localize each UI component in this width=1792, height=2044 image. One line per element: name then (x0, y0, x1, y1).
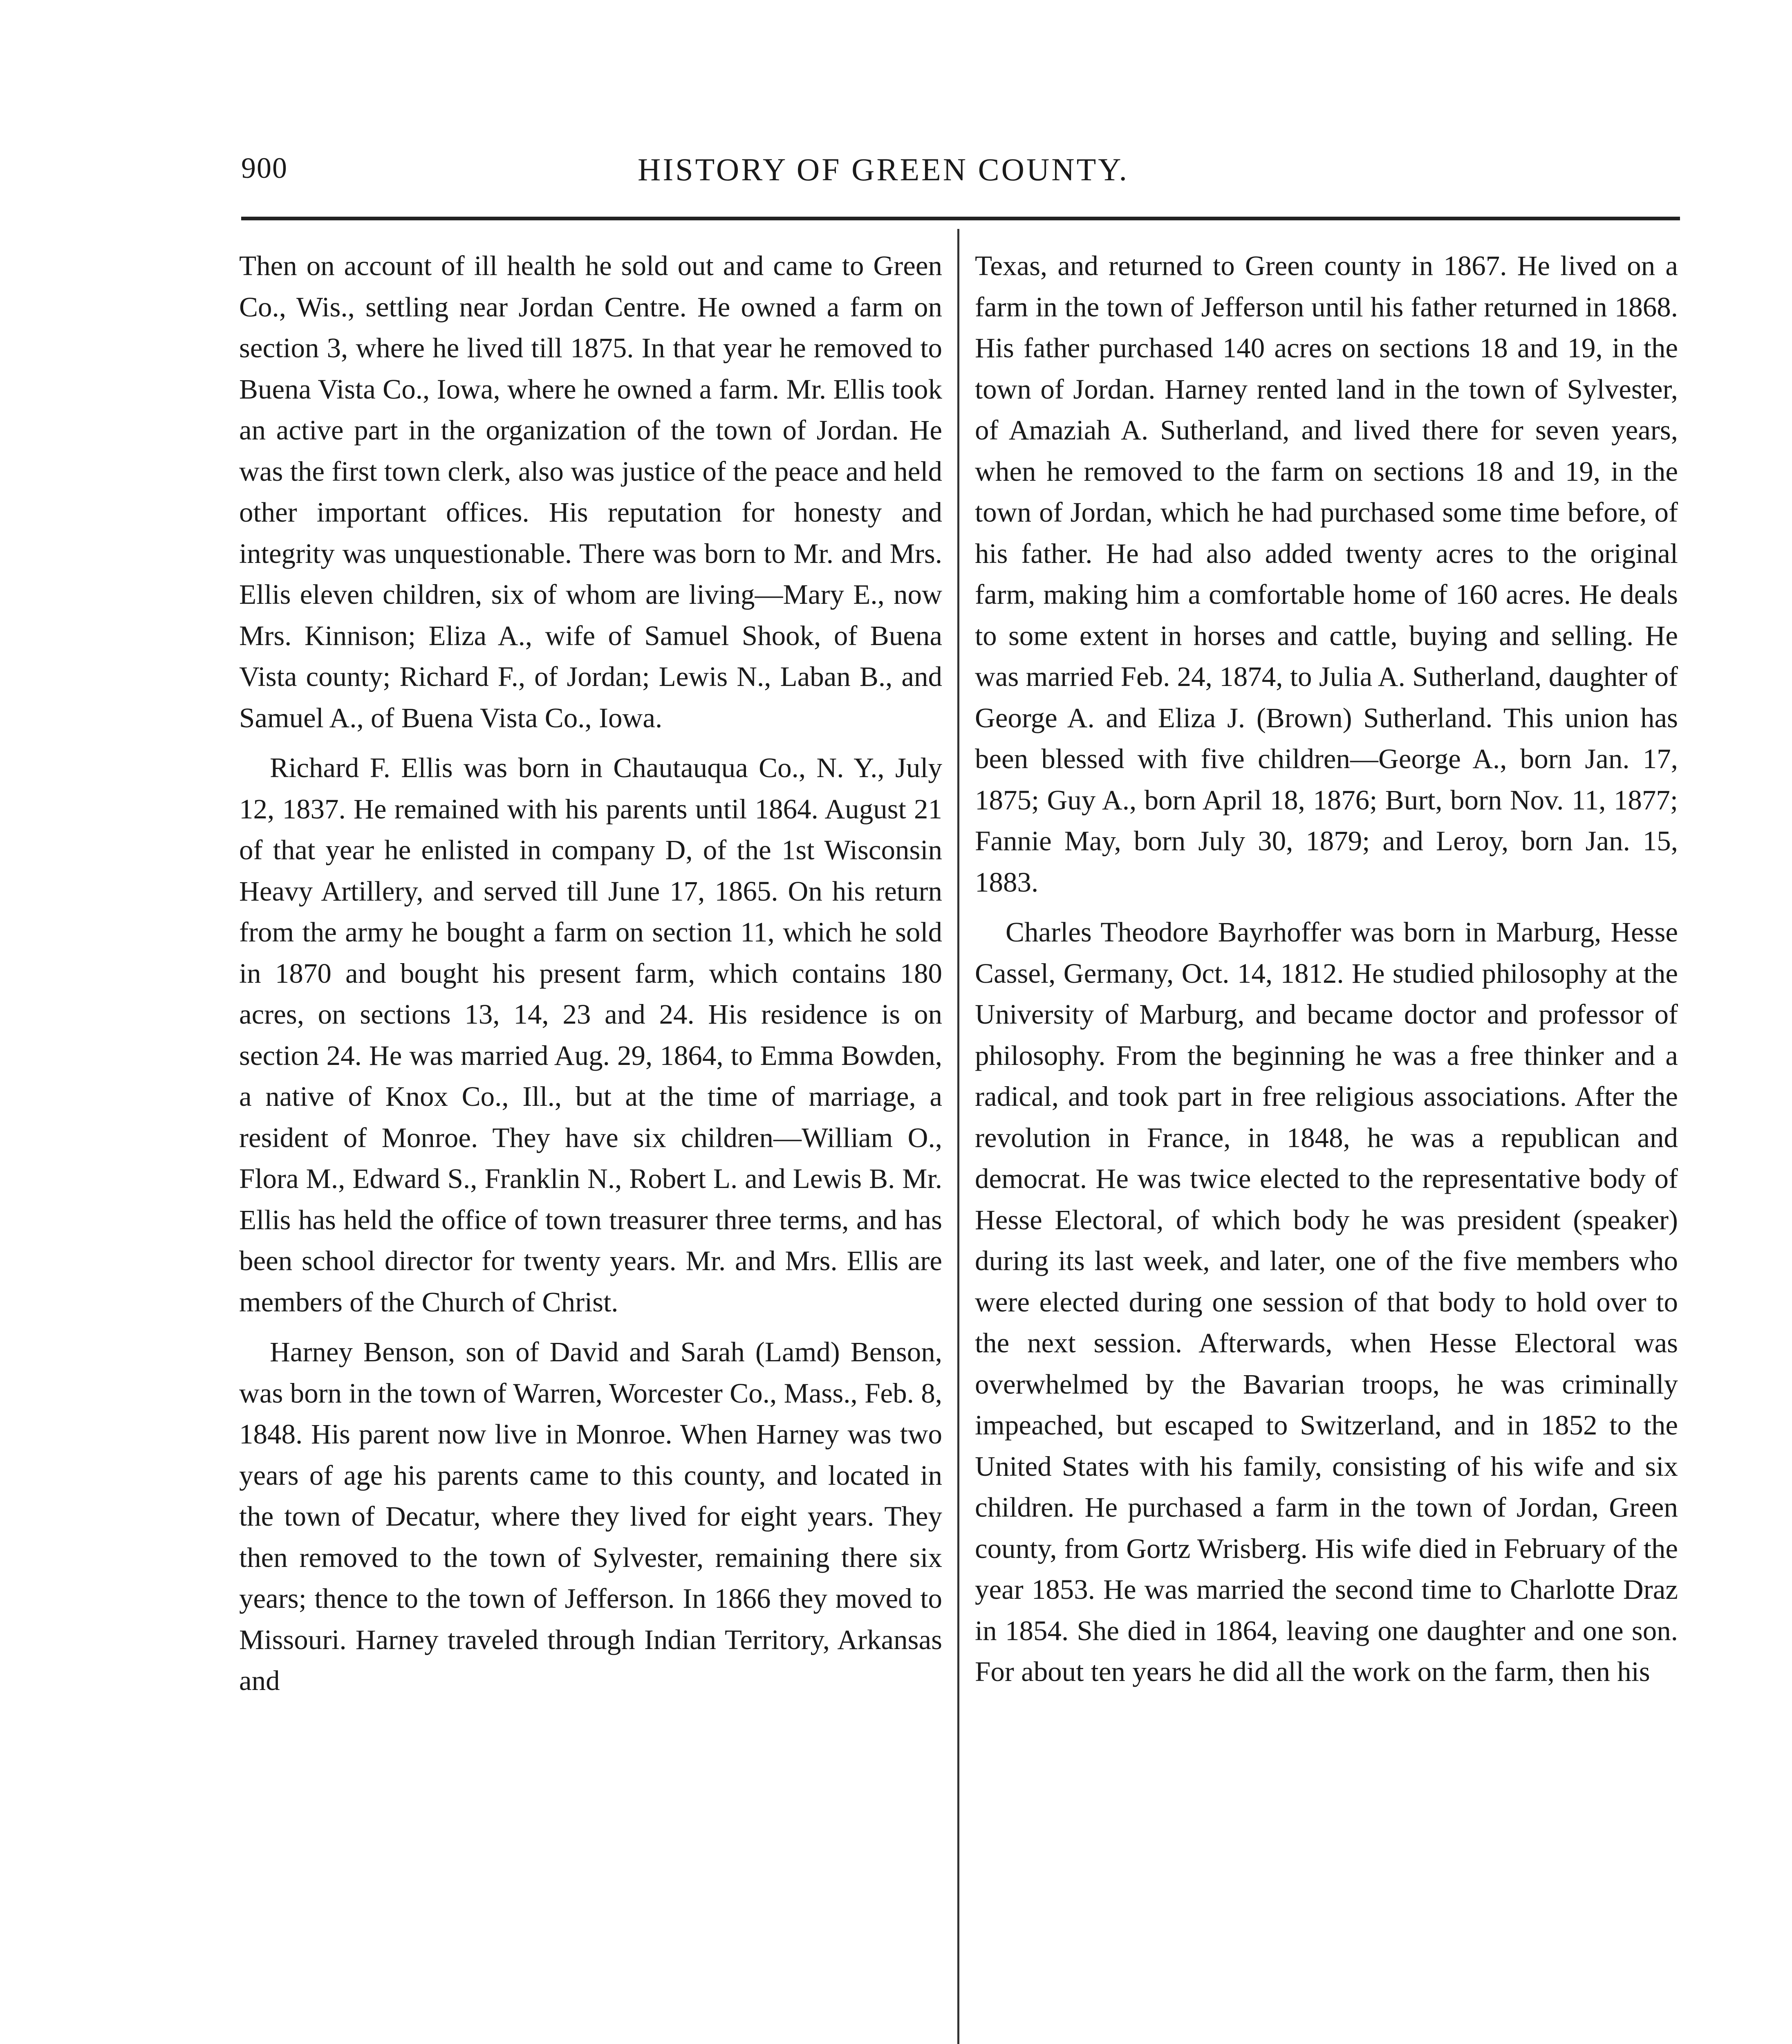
left-paragraph-2: Richard F. Ellis was born in Chautauqua Co., N. Y., July 12, 1837. He remained with his parents until 1864. August 21 of that year he enlisted in company D, of the 1st Wisconsin Heavy Artillery, and served till June 17, 1865. On his return from the army he bought a farm on section 11, which he sold in 1870 and bought his present farm, which contains 180 acres, on sections 13, 14, 23 and 24. His residence is on section 24. He was married Aug. 29, 1864, to Emma Bowden, a native of Knox Co., Ill., but at the time of marriage, a resident of Monroe. They have six children—William O., Flora M., Edward S., Franklin N., Robert L. and Lewis B. Mr. Ellis has held the office of town treasurer three terms, and has been school director for twenty years. Mr. and Mrs. Ellis are members of the Church of Christ. (239, 752, 942, 1318)
right-paragraph-2: Charles Theodore Bayrhoffer was born in Marburg, Hesse Cassel, Germany, Oct. 14, 1812. He studied philosophy at the University of Marburg, and became doctor and professor of philosophy. From the beginning he was a free thinker and a radical, and took part in free religious associations. After the revolution in France, in 1848, he was a republican and democrat. He was twice elected to the representative body of Hesse Electoral, of which body he was president (speaker) during its last week, and later, one of the five members who were elected during one session of that body to hold over to the next session. Afterwards, when Hesse Electoral was overwhelmed by the Bavarian troops, he was criminally impeached, but escaped to Switzerland, and in 1852 to the United States with his family, consisting of his wife and six children. He purchased a farm in the town of Jordan, Green county, from Gortz Wrisberg. His wife died in February of the year 1853. He was married the second time to Charlotte Draz in 1854. She died in 1864, leaving one daughter and one son. For about ten years he did all the work on the farm, then his (975, 917, 1678, 1687)
right-column (975, 245, 1678, 2044)
page-number: 900 (241, 152, 288, 184)
column-divider (957, 229, 959, 2044)
left-column (239, 245, 942, 2044)
header-rule (241, 217, 1680, 220)
left-paragraph-3: Harney Benson, son of David and Sarah (Lamd) Benson, was born in the town of Warren, Worcester Co., Mass., Feb. 8, 1848. His parent now live in Monroe. When Harney was two years of age his parents came to this county, and located in the town of Decatur, where they lived for eight years. They then removed to the town of Sylvester, remaining there six years; thence to the town of Jefferson. In 1866 they moved to Missouri. Harney traveled through Indian Territory, Arkansas and (239, 1336, 942, 1696)
right-paragraph-1: Texas, and returned to Green county in 1867. He lived on a farm in the town of Jefferson until his father returned in 1868. His father purchased 140 acres on sections 18 and 19, in the town of Jordan. Harney rented land in the town of Sylvester, of Amaziah A. Sutherland, and lived there for seven years, when he removed to the farm on sections 18 and 19, in the town of Jordan, which he had purchased some time before, of his father. He had also added twenty acres to the original farm, making him a comfortable home of 160 acres. He deals to some extent in horses and cattle, buying and selling. He was married Feb. 24, 1874, to Julia A. Sutherland, daughter of George A. and Eliza J. (Brown) Sutherland. This union has been blessed with five children—George A., born Jan. 17, 1875; Guy A., born April 18, 1876; Burt, born Nov. 11, 1877; Fannie May, born July 30, 1879; and Leroy, born Jan. 15, 1883. (975, 250, 1678, 898)
running-title: HISTORY OF GREEN COUNTY. (638, 152, 1129, 187)
left-paragraph-1: Then on account of ill health he sold out and came to Green Co., Wis., settling near Jordan Centre. He owned a farm on section 3, where he lived till 1875. In that year he removed to Buena Vista Co., Iowa, where he owned a farm. Mr. Ellis took an active part in the organization of the town of Jordan. He was the first town clerk, also was justice of the peace and held other important offices. His reputation for honesty and integrity was unquestionable. There was born to Mr. and Mrs. Ellis eleven children, six of whom are living—Mary E., now Mrs. Kinnison; Eliza A., wife of Samuel Shook, of Buena Vista county; Richard F., of Jordan; Lewis N., Laban B., and Samuel A., of Buena Vista Co., Iowa. (239, 250, 942, 733)
